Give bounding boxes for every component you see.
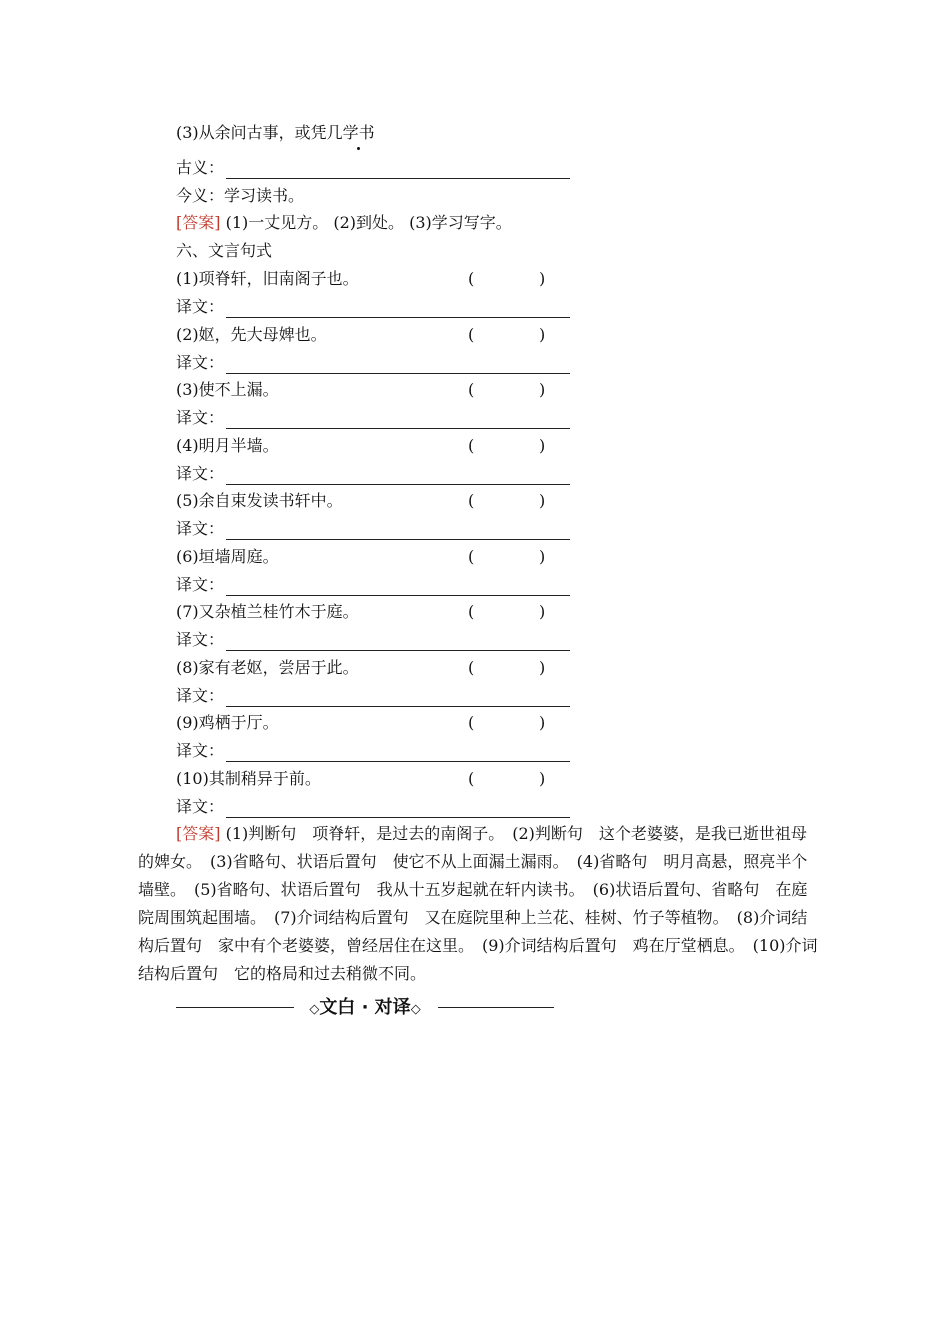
translation-blank[interactable] [226,689,570,707]
answer-tag: [答案] [176,824,221,843]
answer-paren-right: ) [539,269,546,288]
translation-line [176,740,570,762]
translation-blank[interactable] [226,578,570,596]
sentence-item [176,657,556,679]
translation-blank[interactable] [226,800,570,818]
translation-blank[interactable] [226,356,570,374]
section-divider [176,996,554,1020]
section-title [176,240,272,262]
sentence-text: (10)其制稍异于前。 [176,769,321,788]
translation-line [176,574,570,596]
translation-line [176,518,570,540]
sentence-text: (2)妪，先大母婢也。 [176,325,327,344]
answer-paren-left[interactable]: ( [468,269,475,288]
translation-line [176,407,570,429]
sentence-text: (5)余自束发读书轩中。 [176,491,343,510]
question-3-dotted-word: 学书 [342,123,375,142]
translation-line [176,463,570,485]
gu-meaning-label: 古义： [176,158,225,177]
section-title-text: 六、文言句式 [176,241,273,260]
sentence-item [176,546,556,568]
translation-line [176,629,570,651]
gu-meaning-line [176,157,570,179]
sentence-item [176,712,556,734]
translation-blank[interactable] [226,744,570,762]
sentence-item [176,601,556,623]
answer-paren-left[interactable]: ( [468,380,475,399]
answer-paren-right: ) [539,602,546,621]
sentence-text: (9)鸡栖于厅。 [176,713,279,732]
answer-paren-right: ) [539,547,546,566]
answer-paren-right: ) [539,380,546,399]
gu-meaning-blank[interactable] [226,161,570,179]
translation-blank[interactable] [226,633,570,651]
sentence-text: (8)家有老妪，尝居于此。 [176,658,359,677]
translation-label: 译文： [176,297,225,316]
answer-paren-right: ) [539,325,546,344]
jin-meaning-text: 今义：学习读书。 [176,186,305,205]
translation-label: 译文： [176,575,225,594]
answer-2-paragraph [138,820,818,988]
sentence-item [176,268,556,290]
translation-label: 译文： [176,353,225,372]
translation-label: 译文： [176,686,225,705]
answer-paren-left[interactable]: ( [468,602,475,621]
translation-line [176,352,570,374]
answer-paren-right: ) [539,436,546,455]
answer-paren-right: ) [539,713,546,732]
answer-1-text: (1)一丈见方。 (2)到处。 (3)学习写字。 [220,213,512,232]
answer-paren-right: ) [539,658,546,677]
answer-paren-left[interactable]: ( [468,713,475,732]
sentence-item [176,768,556,790]
answer-paren-left[interactable]: ( [468,325,475,344]
answer-paren-left[interactable]: ( [468,436,475,455]
translation-blank[interactable] [226,522,570,540]
translation-line [176,796,570,818]
translation-line [176,296,570,318]
answer-paren-left[interactable]: ( [468,547,475,566]
translation-label: 译文： [176,630,225,649]
sentence-text: (6)垣墙周庭。 [176,547,279,566]
jin-meaning-line [176,185,304,207]
translation-label: 译文： [176,464,225,483]
answer-paren-left[interactable]: ( [468,491,475,510]
diamond-icon: ◇ [410,1002,421,1017]
answer-paren-right: ) [539,769,546,788]
sentence-item [176,379,556,401]
divider-title-text: 文白 · 对译 [319,997,411,1018]
diamond-icon: ◇ [309,1002,320,1017]
translation-label: 译文： [176,797,225,816]
translation-label: 译文： [176,741,225,760]
translation-blank[interactable] [226,467,570,485]
question-3-prefix: (3)从余问古事，或凭几 [176,123,343,142]
answer-paren-right: ) [539,491,546,510]
sentence-text: (7)又杂植兰桂竹木于庭。 [176,602,359,621]
translation-blank[interactable] [226,411,570,429]
answer-1-line [176,212,512,234]
answer-2-text: (1)判断句 项脊轩，是过去的南阁子。 (2)判断句 这个老婆婆，是我已逝世祖母的婢女。 (3)省略句、状语后置句 使它不从上面漏土漏雨。 (4)省略句 明月高悬，照亮半个墙壁。 (5)省略句、状语后置句 我从十五岁起就在轩内读书。 (6)状语后置句、省略句 在庭院周围筑起围墙。 (7)介词结构后置句 又在庭院里种上兰花、桂树、竹子等植物。 (8)介词结构后置句 家中有个老婆婆，曾经居住在这里。 (9)介词结构后置句 鸡在厅堂栖息。 (10)介词结构后置句 它的格局和过去稍微不同。 [138,824,818,983]
divider-title [176,996,554,1022]
answer-tag: [答案] [176,213,221,232]
sentence-item [176,490,556,512]
sentence-text: (1)项脊轩，旧南阁子也。 [176,269,359,288]
answer-paren-left[interactable]: ( [468,769,475,788]
sentence-item [176,435,556,457]
question-3-line [176,122,375,144]
answer-paren-left[interactable]: ( [468,658,475,677]
translation-line [176,685,570,707]
translation-blank[interactable] [226,300,570,318]
sentence-item [176,324,556,346]
sentence-text: (4)明月半墙。 [176,436,279,455]
sentence-text: (3)使不上漏。 [176,380,279,399]
translation-label: 译文： [176,408,225,427]
translation-label: 译文： [176,519,225,538]
